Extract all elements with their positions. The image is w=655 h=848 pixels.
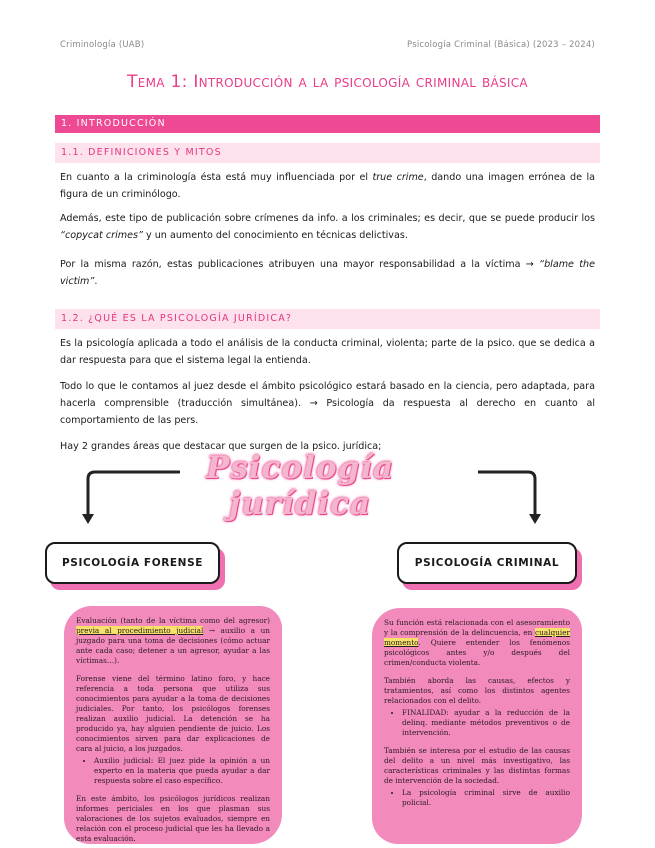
- page-title: Tema 1: Introducción a la psicología criminal básica: [127, 72, 528, 92]
- right-arrowhead: [529, 514, 541, 524]
- forense-p3: En este ámbito, los psicólogos jurídicos realizan informes periciales en los que plasman sus valoraciones de los sujetos evaluados, siempre en relación con el proceso judicial que les ha llevado a esta evaluación.: [76, 794, 270, 843]
- criminal-description: [372, 608, 582, 844]
- criminal-p3: También se interesa por el estudio de las causas del delito a un nivel más investigativo, las características criminales y las distintas formas de intervención de la sociedad.: [384, 746, 570, 785]
- criminal-p2: También aborda las causas, efectos y tratamientos, así como los distintos agentes relacionados con el delito.: [384, 676, 570, 705]
- forense-bullet: • Auxilio judicial: El juez pide la opinión a un experto en la materia que pueda ayudar a dar respuesta sobre el caso específico.: [94, 756, 270, 786]
- forense-p1: Evaluación (tanto de la víctima como del agresor) previa al procedimiento judicial → auxilio a un juzgado para una toma de decisiones (cómo actuar ante cada caso; detener a un agresor, ayudar a las víctimas…).: [76, 616, 271, 665]
- left-arrowhead: [82, 514, 94, 524]
- subsection-heading-definiciones: 1.1. DEFINICIONES Y MITOS: [55, 143, 600, 163]
- criminal-bullet-1: • FINALIDAD: ayudar a la reducción de la delinq. mediante métodos preventivos o de intervención.: [402, 708, 570, 738]
- paragraph-juez: Todo lo que le contamos al juez desde el ámbito psicológico estará basado en la ciencia, pero adaptada, para hacerla comprensible (traducción simultánea). → Psicología da respuesta al derecho en cuanto al comportamiento de las pers.: [60, 381, 595, 426]
- forense-description: [64, 606, 282, 844]
- criminal-bullet-2: • La psicología criminal sirve de auxilio policial.: [402, 788, 570, 808]
- box-psicologia-criminal: PSICOLOGÍA CRIMINAL: [397, 542, 577, 584]
- header-right: Psicología Criminal (Básica) (2023 – 2024): [407, 40, 595, 50]
- forense-p2: Forense viene del término latino foro, y hace referencia a toda persona que utiliza sus conocimientos para ayudar a la toma de decisiones judiciales. Por tanto, los psicólogos forenses realizan auxilio judicial. La detención se ha producido ya, hay alguien pendiente de juicio. Los conocimientos sirven para dar explicaciones de cara al juicio, a los juzgados.: [76, 674, 270, 753]
- box-psicologia-forense: PSICOLOGÍA FORENSE: [45, 542, 220, 584]
- paragraph-blame-victim: Por la misma razón, estas publicaciones atribuyen una mayor responsabilidad a la víctima → “blame the victim”.: [60, 259, 595, 287]
- subsection-heading-psicologia-juridica: 1.2. ¿QUÉ ES LA PSICOLOGÍA JURÍDICA?: [55, 309, 600, 329]
- header-left: Criminología (UAB): [60, 40, 145, 50]
- diagram-heading: Psicología jurídica: [205, 450, 395, 522]
- paragraph-copycat: Además, este tipo de publicación sobre crímenes da info. a los criminales; es decir, que se puede producir los “copycat crimes” y un aumento del conocimiento en técnicas delictivas.: [60, 213, 595, 241]
- paragraph-areas: Hay 2 grandes áreas que destacar que surgen de la psico. jurídica;: [60, 441, 382, 452]
- paragraph-definition: Es la psicología aplicada a todo el análisis de la conducta criminal, violenta; parte de la psico. que se dedica a dar respuesta para que el sistema legal la entienda.: [60, 338, 595, 366]
- right-arrow: [478, 472, 535, 517]
- paragraph-true-crime: En cuanto a la criminología ésta está muy influenciada por el true crime, dando una imagen errónea de la figura de un criminólogo.: [60, 172, 595, 200]
- section-heading-introduccion: 1. INTRODUCCIÓN: [55, 115, 600, 133]
- criminal-p1: Su función está relacionada con el asesoramiento y la comprensión de la delincuencia, en cualquier momento. Quiere entender los fenómenos psicológicos antes y/o después del crimen/conducta violenta.: [384, 618, 570, 667]
